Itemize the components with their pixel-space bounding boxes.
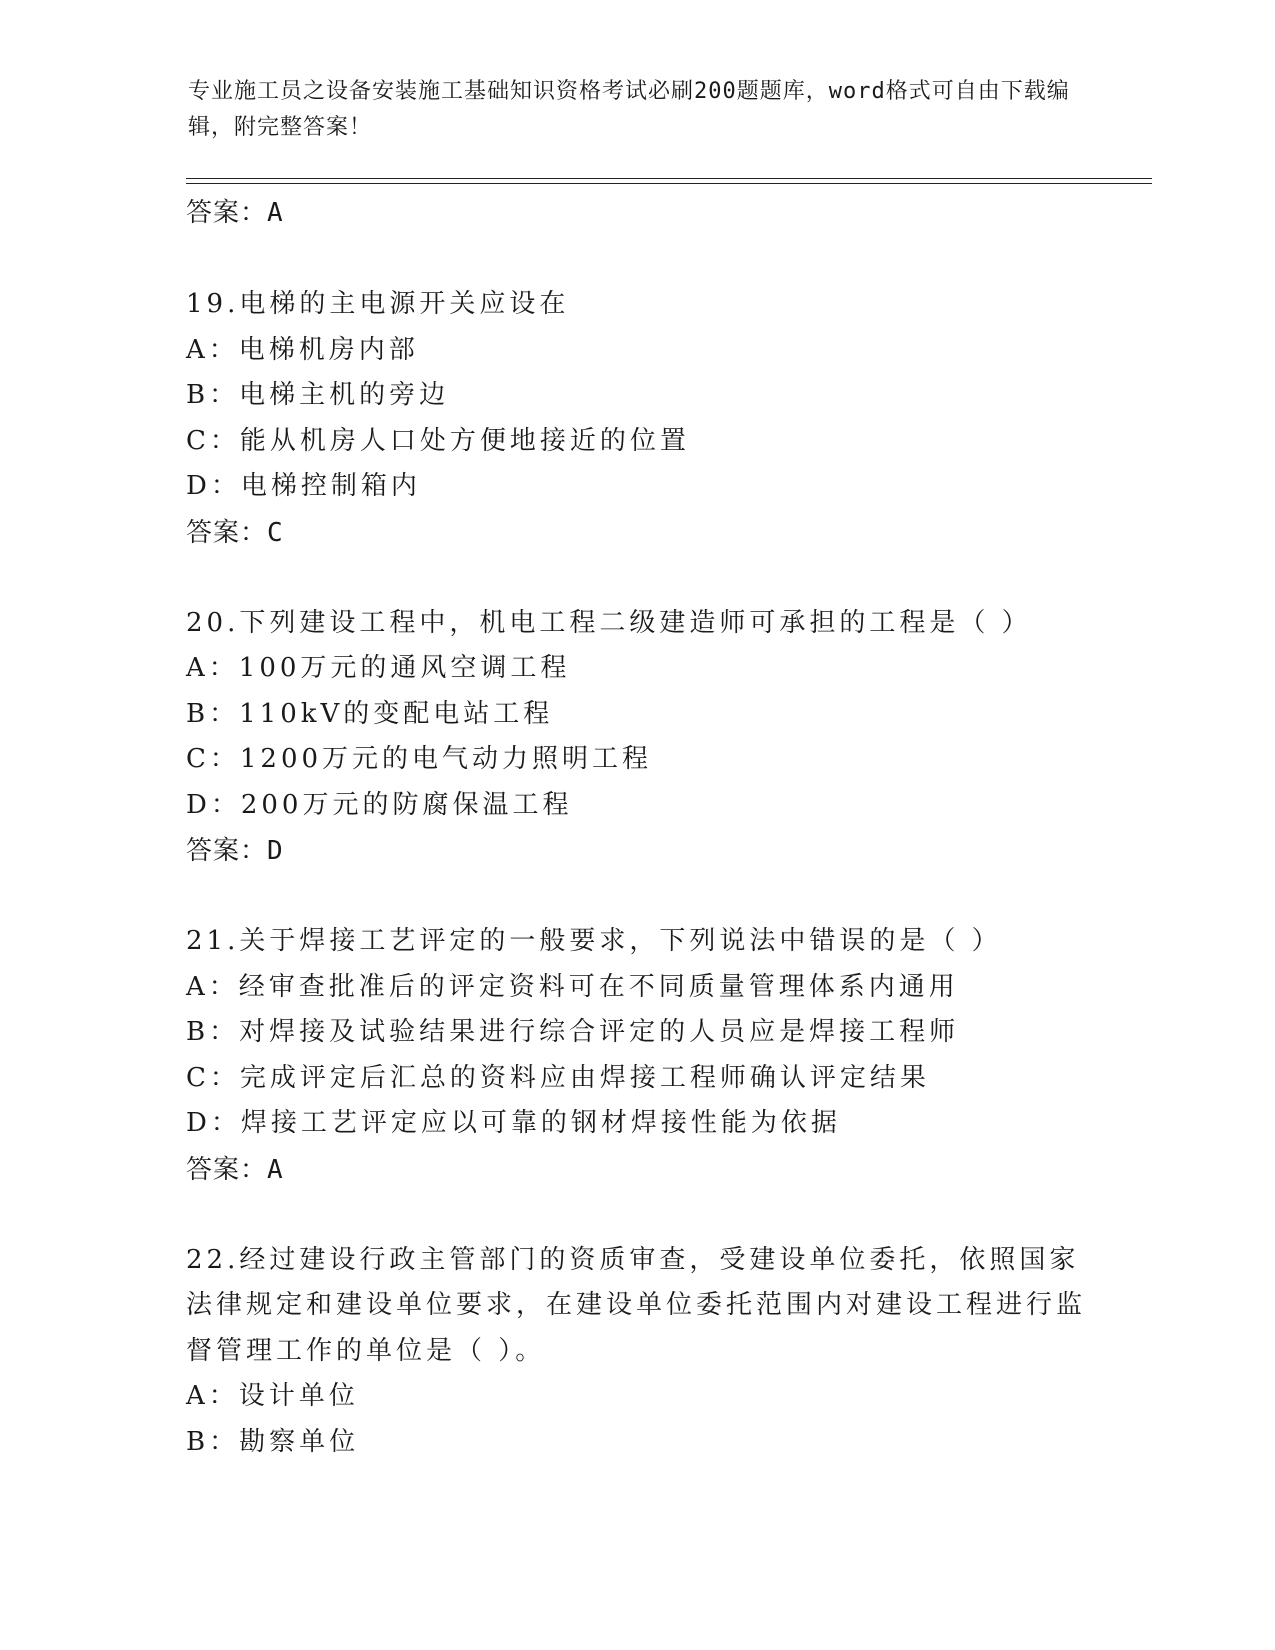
option-d: D：焊接工艺评定应以可靠的钢材焊接性能为依据 (186, 1108, 841, 1138)
option-b: B：110kV的变配电站工程 (186, 698, 554, 729)
option-a: A：电梯机房内部 (186, 334, 419, 365)
answer-line: 答案：A (186, 198, 284, 228)
option-c: C：能从机房人口处方便地接近的位置 (186, 425, 690, 456)
answer-line: 答案：C (186, 517, 284, 548)
option-c: C：1200万元的电气动力照明工程 (186, 744, 653, 774)
question-20 (186, 601, 1086, 875)
question-stem: 22.经过建设行政主管部门的资质审查，受建设单位委托，依照国家法律规定和建设单位要求，在建设单位委托范围内对建设工程进行监督管理工作的单位是（ ）。 (186, 1244, 1087, 1366)
option-d: D：200万元的防腐保温工程 (186, 789, 573, 820)
question-21 (186, 919, 1086, 1193)
option-b: B：对焊接及试验结果进行综合评定的人员应是焊接工程师 (186, 1017, 960, 1047)
question-stem: 20.下列建设工程中，机电工程二级建造师可承担的工程是（ ） (186, 607, 1032, 638)
answer-line: 答案：D (186, 836, 284, 866)
question-19 (186, 282, 1086, 556)
option-a: A：100万元的通风空调工程 (186, 653, 571, 683)
document-header: 专业施工员之设备安装施工基础知识资格考试必刷200题题库，word格式可自由下载编辑，附完整答案！ (188, 79, 1070, 140)
header-divider-bottom (186, 183, 1152, 184)
question-22 (186, 1238, 1086, 1466)
option-a: A：经审查批准后的评定资料可在不同质量管理体系内通用 (186, 971, 959, 1002)
question-stem: 21.关于焊接工艺评定的一般要求，下列说法中错误的是（ ） (186, 926, 1002, 956)
option-d: D：电梯控制箱内 (186, 471, 421, 501)
answer-line: 答案：A (186, 1154, 284, 1185)
option-b: B：电梯主机的旁边 (186, 380, 450, 410)
option-c: C：完成评定后汇总的资料应由焊接工程师确认评定结果 (186, 1062, 930, 1093)
question-list (186, 190, 1086, 1510)
option-b: B：勘察单位 (186, 1426, 360, 1457)
option-a: A：设计单位 (186, 1381, 359, 1411)
header-divider-top (186, 178, 1152, 179)
question-stem: 19.电梯的主电源开关应设在 (186, 289, 570, 319)
